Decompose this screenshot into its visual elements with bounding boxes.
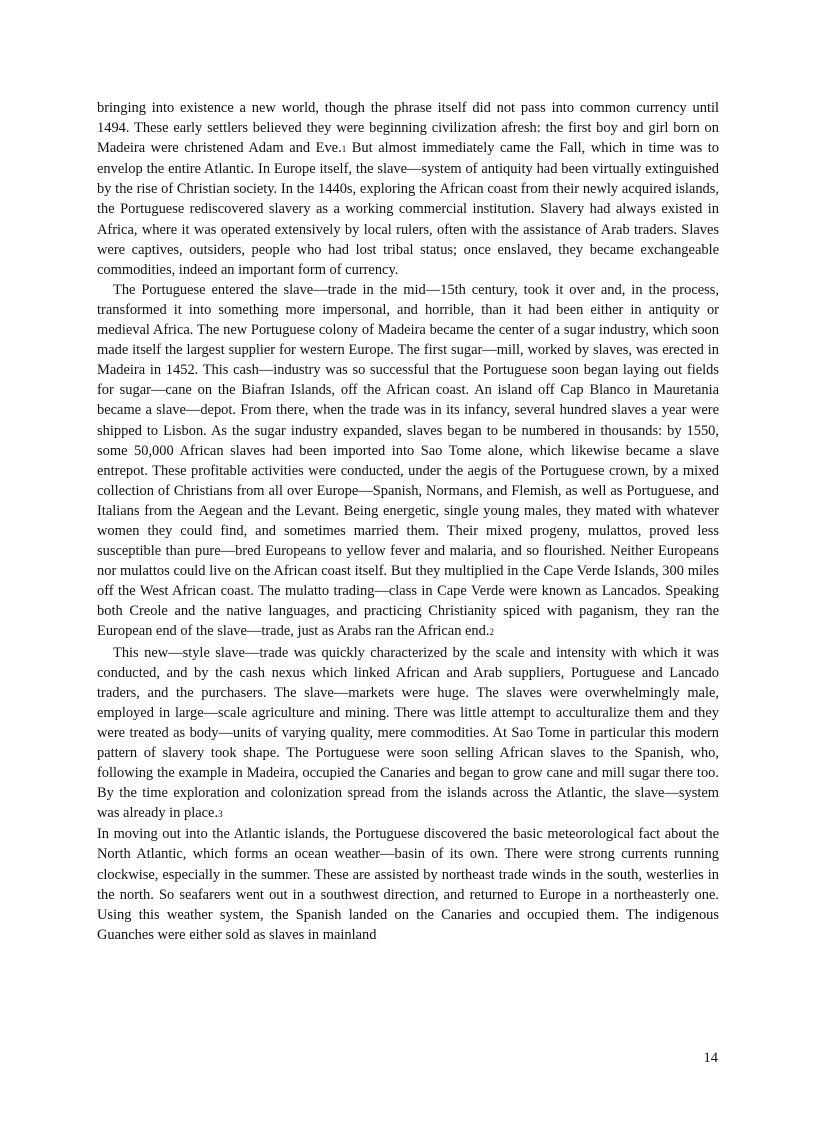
footnote-marker-3[interactable]: 3 [218, 809, 223, 820]
paragraph-4-text: In moving out into the Atlantic islands, the Portuguese discovered the basic meteorological fact about the North Atlantic, which forms an ocean weather—basin of its own. There were strong currents running clockwise, especially in the summer. These are assisted by northeast trade winds in the south, westerlies in the north. So seafarers went out in a southwest direction, and returned to Europe in a northeasterly one. Using this weather system, the Spanish landed on the Canaries and occupied them. The indigenous Guanches were either sold as slaves in mainland [97, 826, 719, 943]
footnote-marker-2[interactable]: 2 [489, 627, 494, 638]
page-number: 14 [703, 1050, 718, 1066]
paragraph-4 [97, 824, 719, 945]
footnote-marker-1[interactable]: 1 [341, 144, 347, 155]
paragraph-1-text: bringing into existence a new world, though the phrase itself did not pass into common currency until 1494. These early settlers believed they were beginning civilization afresh: the first boy and girl born on Madeira were christened Adam and Eve. [97, 100, 719, 157]
paragraph-1 [97, 98, 719, 280]
paragraph-1-text-continued: But almost immediately came the Fall, which in time was to envelop the entire Atlantic. In Europe itself, the slave—system of antiquity had been virtually extinguished by the rise of Christian society. In the 1440s, exploring the African coast from their newly acquired islands, the Portuguese rediscovered slavery as a working commercial institution. Slavery had always existed in Africa, where it was operated extensively by local rulers, often with the assistance of Arab traders. Slaves were captives, outsiders, people who had lost tribal status; once enslaved, they became exchangeable commodities, indeed an important form of currency. [97, 140, 719, 278]
paragraph-3 [97, 643, 719, 825]
body-text [97, 98, 719, 945]
paragraph-2 [97, 280, 719, 643]
paragraph-3-text: This new—style slave—trade was quickly characterized by the scale and intensity with which it was conducted, and by the cash nexus which linked African and Arab suppliers, Portuguese and Lancado traders, and the purchasers. The slave—markets were huge. The slaves were overwhelmingly male, employed in large—scale agriculture and mining. There was little attempt to acculturalize them and they were treated as body—units of varying quality, mere commodities. At Sao Tome in particular this modern pattern of slavery took shape. The Portuguese were soon selling African slaves to the Spanish, who, following the example in Madeira, occupied the Canaries and began to grow cane and mill sugar there too. By the time exploration and colonization spread from the islands across the Atlantic, the slave—system was already in place. [97, 644, 719, 822]
paragraph-2-text: The Portuguese entered the slave—trade in the mid—15th century, took it over and, in the process, transformed it into something more impersonal, and horrible, than it had been either in antiquity or medieval Africa. The new Portuguese colony of Madeira became the center of a sugar industry, which soon made itself the largest supplier for western Europe. The first sugar—mill, worked by slaves, was erected in Madeira in 1452. This cash—industry was so successful that the Portuguese soon began laying out fields for sugar—cane on the Biafran Islands, off the African coast. An island off Cap Blanco in Mauretania became a slave—depot. From there, when the trade was in its infancy, several hundred slaves a year were shipped to Lisbon. As the sugar industry expanded, slaves began to be numbered in thousands: by 1550, some 50,000 African slaves had been imported into Sao Tome alone, which likewise became a slave entrepot. These profitable activities were conducted, under the aegis of the Portuguese crown, by a mixed collection of Christians from all over Europe—Spanish, Normans, and Flemish, as well as Portuguese, and Italians from the Aegean and the Levant. Being energetic, single young males, they mated with whatever women they could find, and sometimes married them. Their mixed progeny, mulattos, proved less susceptible than pure—bred Europeans to yellow fever and malaria, and so flourished. Neither Europeans nor mulattos could live on the African coast itself. But they multiplied in the Cape Verde Islands, 300 miles off the West African coast. The mulatto trading—class in Cape Verde were known as Lancados. Speaking both Creole and the native languages, and practicing Christianity spiced with paganism, they ran the European end of the slave—trade, just as Arabs ran the African end. [97, 281, 719, 640]
